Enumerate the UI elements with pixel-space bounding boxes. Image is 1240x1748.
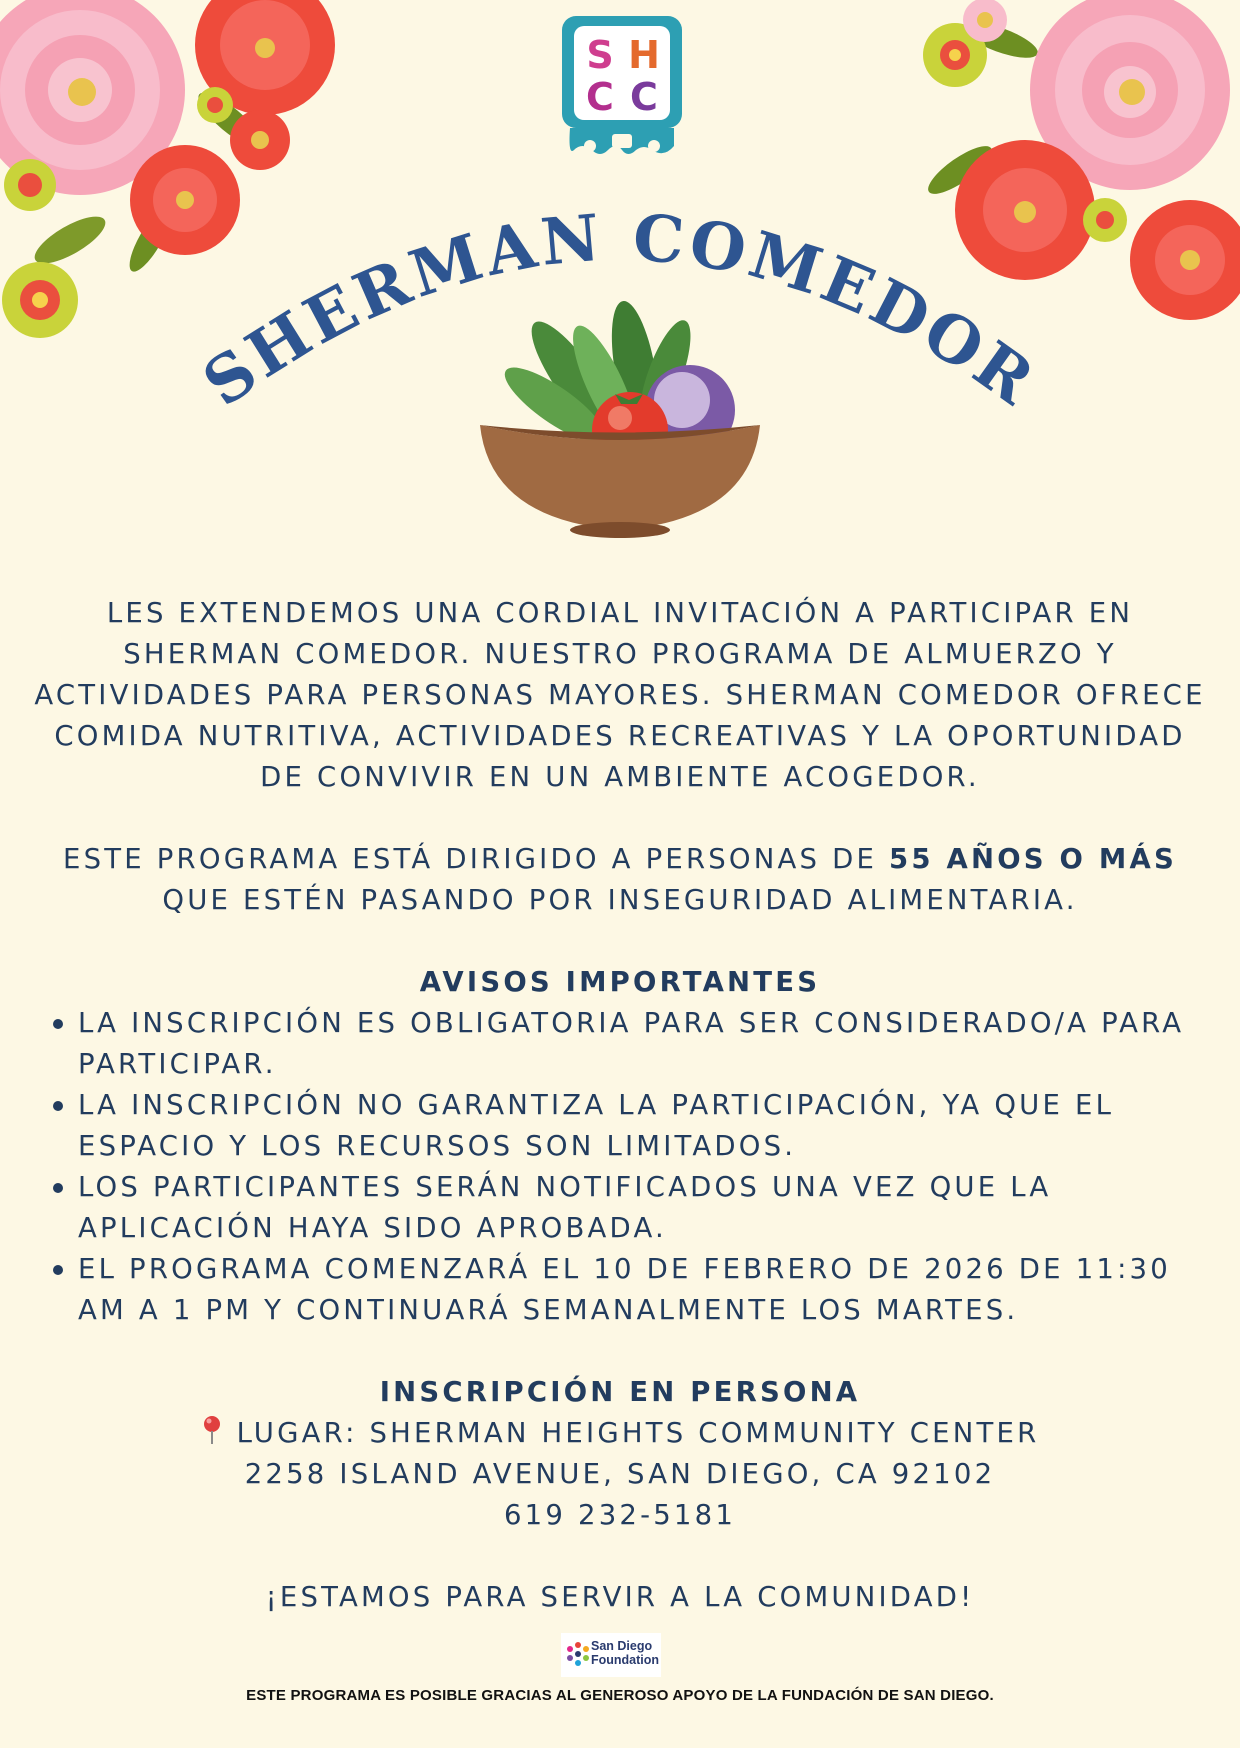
logo-letter-c2: C bbox=[630, 75, 658, 119]
registration-address: 2258 ISLAND AVENUE, SAN DIEGO, CA 92102 bbox=[244, 1458, 996, 1490]
sponsor-name bbox=[591, 1639, 659, 1667]
eligibility-paragraph bbox=[30, 839, 1210, 921]
bullet-icon bbox=[53, 1265, 63, 1275]
bullet-icon bbox=[53, 1183, 63, 1193]
notice-item bbox=[30, 1085, 1210, 1167]
footer-credit: ESTE PROGRAMA ES POSIBLE GRACIAS AL GENEROSO APOYO DE LA FUNDACIÓN DE SAN DIEGO. bbox=[246, 1687, 994, 1704]
main-content bbox=[30, 593, 1210, 1618]
page-title-text: SHERMAN COMEDOR bbox=[189, 200, 1050, 422]
registration-phone: 619 232-5181 bbox=[503, 1499, 737, 1531]
notices-list bbox=[30, 1003, 1210, 1331]
notice-text: LA INSCRIPCIÓN NO GARANTIZA LA PARTICIPACIÓN, YA QUE EL ESPACIO Y LOS RECURSOS SON LIMITADOS. bbox=[78, 1089, 1115, 1162]
closing-message: ¡ESTAMOS PARA SERVIR A LA COMUNIDAD! bbox=[265, 1581, 975, 1613]
notice-item bbox=[30, 1249, 1210, 1331]
eligibility-text-after: QUE ESTÉN PASANDO POR INSEGURIDAD ALIMENTARIA. bbox=[162, 884, 1078, 916]
bullet-icon bbox=[53, 1019, 63, 1029]
notice-text: EL PROGRAMA COMENZARÁ EL 10 DE FEBRERO DE 2026 DE 11:30 AM A 1 PM Y CONTINUARÁ SEMANALMENTE LOS MARTES. bbox=[78, 1253, 1171, 1326]
sponsor-mark-icon bbox=[565, 1641, 591, 1667]
logo-letter-c1: C bbox=[586, 75, 614, 119]
shcc-logo bbox=[560, 14, 684, 160]
vegetable-bowl-illustration bbox=[460, 290, 780, 540]
sponsor-name-line2: Foundation bbox=[591, 1653, 660, 1667]
notices-heading: AVISOS IMPORTANTES bbox=[419, 966, 821, 998]
notice-text: LA INSCRIPCIÓN ES OBLIGATORIA PARA SER CONSIDERADO/A PARA PARTICIPAR. bbox=[78, 1007, 1185, 1080]
eligibility-text-before: ESTE PROGRAMA ESTÁ DIRIGIDO A PERSONAS DE bbox=[63, 843, 890, 875]
bullet-icon bbox=[53, 1101, 63, 1111]
sponsor-name-line1: San Diego bbox=[591, 1639, 653, 1653]
eligibility-age-emphasis: 55 AÑOS O MÁS bbox=[889, 843, 1177, 875]
map-pin-icon bbox=[201, 1415, 223, 1445]
notice-text: LOS PARTICIPANTES SERÁN NOTIFICADOS UNA VEZ QUE LA APLICACIÓN HAYA SIDO APROBADA. bbox=[78, 1171, 1052, 1244]
notice-item bbox=[30, 1167, 1210, 1249]
registration-location bbox=[30, 1413, 1210, 1454]
intro-paragraph: LES EXTENDEMOS UNA CORDIAL INVITACIÓN A PARTICIPAR EN SHERMAN COMEDOR. NUESTRO PROGRAMA DE ALMUERZO Y ACTIVIDADES PARA PERSONAS MAYORES. SHERMAN COMEDOR OFRECE COMIDA NUTRITIVA, ACTIVIDADES RECREATIVAS Y LA OPORTUNIDAD DE CONVIVIR EN UN AMBIENTE ACOGEDOR. bbox=[34, 597, 1206, 793]
registration-heading: INSCRIPCIÓN EN PERSONA bbox=[379, 1376, 861, 1408]
logo-letter-s: S bbox=[586, 33, 614, 77]
notice-item bbox=[30, 1003, 1210, 1085]
logo-letter-h: H bbox=[628, 33, 660, 77]
registration-location-text: LUGAR: SHERMAN HEIGHTS COMMUNITY CENTER bbox=[236, 1417, 1040, 1449]
